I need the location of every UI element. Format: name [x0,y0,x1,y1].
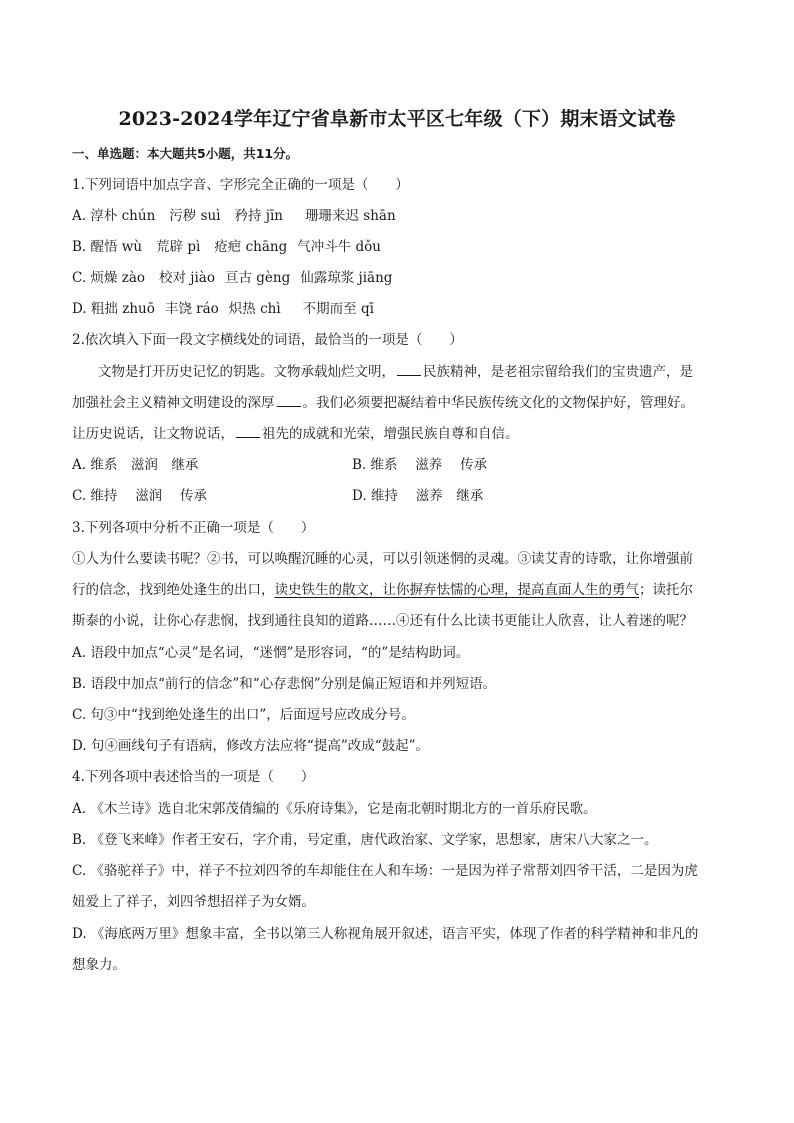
fill-blank [236,424,260,438]
q2-option-a: A. 维系 滋润 继承 [72,457,199,473]
q2-passage-line-1: 文物是打开历史记忆的钥匙。文物承载灿烂文明， 民族精神，是老祖宗留给我们的宝贵遗产，是 [98,364,693,380]
q4-option-d-line-1: D. 《海底两万里》想象丰富，全书以第三人称视角展开叙述，语言平实，体现了作者的科学精神和非凡的 [72,926,699,942]
q4-option-c-line-2: 妞爱上了祥子，刘四爷想招祥子为女婿。 [72,894,315,910]
q3-passage-line-1: ①人为什么要读书呢？②书，可以唤醒沉睡的心灵，可以引领迷惘的灵魂。③读艾青的诗歌，让你增强前 [72,551,693,567]
q2-option-b: B. 维系 滋养 传承 [352,457,488,473]
q2-option-d: D. 维持 滋养 继承 [352,488,484,504]
q1-option-b: B. 醒悟 wù 荒辟 pì 疮疤 chāng 气冲斗牛 dǒu [72,239,382,255]
q3-option-d: D. 句④画线句子有语病，修改方法应将“提高”改成“鼓起”。 [72,738,430,754]
q2-passage-line-3: 让历史说话，让文物说话， 祖先的成就和光荣，增强民族自尊和自信。 [72,426,519,442]
q2-options-row-2 [72,486,484,506]
fill-blank [397,362,421,376]
q3-option-a: A. 语段中加点“心灵”是名词，“迷惘”是形容词，“的”是结构助词。 [72,645,470,661]
question-1-stem: 1.下列词语中加点字音、字形完全正确的一项是（ ） [72,177,409,193]
page-title: 2023-2024学年辽宁省阜新市太平区七年级（下）期末语文试卷 [118,108,676,130]
q3-passage-line-3: 斯泰的小说，让你心存悲悯，找到通往良知的道路……④还有什么比读书更能让人欣喜，让人着迷的呢？ [72,613,693,629]
q4-option-a: A. 《木兰诗》选自北宋郭茂倩编的《乐府诗集》，它是南北朝时期北方的一首乐府民歌。 [72,801,597,817]
question-2-stem: 2.依次填入下面一段文字横线处的词语，最恰当的一项是（ ） [72,332,463,348]
q2-options-row-1 [72,455,488,475]
q3-option-c: C. 句③中“找到绝处逢生的出口”，后面逗号应改成分号。 [72,707,415,723]
underlined-sentence: 读史铁生的散文，让你摒弃怯懦的心理，提高直面人生的勇气 [274,582,639,598]
q1-option-d: D. 粗拙 zhuō 丰饶 ráo 炽热 chì 不期而至 qī [72,301,374,317]
q4-option-b: B. 《登飞来峰》作者王安石，字介甫，号定重，唐代政治家、文学家，思想家，唐宋八大家之一。 [72,832,658,848]
q2-passage-line-2: 加强社会主义精神文明建设的深厚 。我们必须要把凝结着中华民族传统文化的文物保护好，管理好。 [72,395,694,411]
section-heading: 一、单选题：本大题共5小题，共11分。 [72,146,299,161]
q4-option-d-line-2: 想象力。 [72,957,126,973]
q3-option-b: B. 语段中加点“前行的信念”和“心存悲悯”分别是偏正短语和并列短语。 [72,676,497,692]
question-3-stem: 3.下列各项中分析不正确一项是（ ） [72,520,315,536]
q1-option-c: C. 烦燥 zào 校对 jiào 亘古 gèng 仙露琼浆 jiāng [72,270,393,286]
q1-option-a: A. 淳朴 chún 污秽 suì 矜持 jīn 珊珊来迟 shān [72,208,396,224]
q3-passage-line-2: 行的信念，找到绝处逢生的出口，读史铁生的散文，让你摒弃怯懦的心理，提高直面人生的勇气；读托尔 [72,582,693,598]
question-4-stem: 4.下列各项中表述恰当的一项是（ ） [72,769,315,785]
q2-option-c: C. 维持 滋润 传承 [72,488,208,504]
q4-option-c-line-1: C. 《骆驼祥子》中，祥子不拉刘四爷的车却能住在人和车场：一是因为祥子常帮刘四爷干活，二是因为虎 [72,863,698,879]
fill-blank [277,393,301,407]
